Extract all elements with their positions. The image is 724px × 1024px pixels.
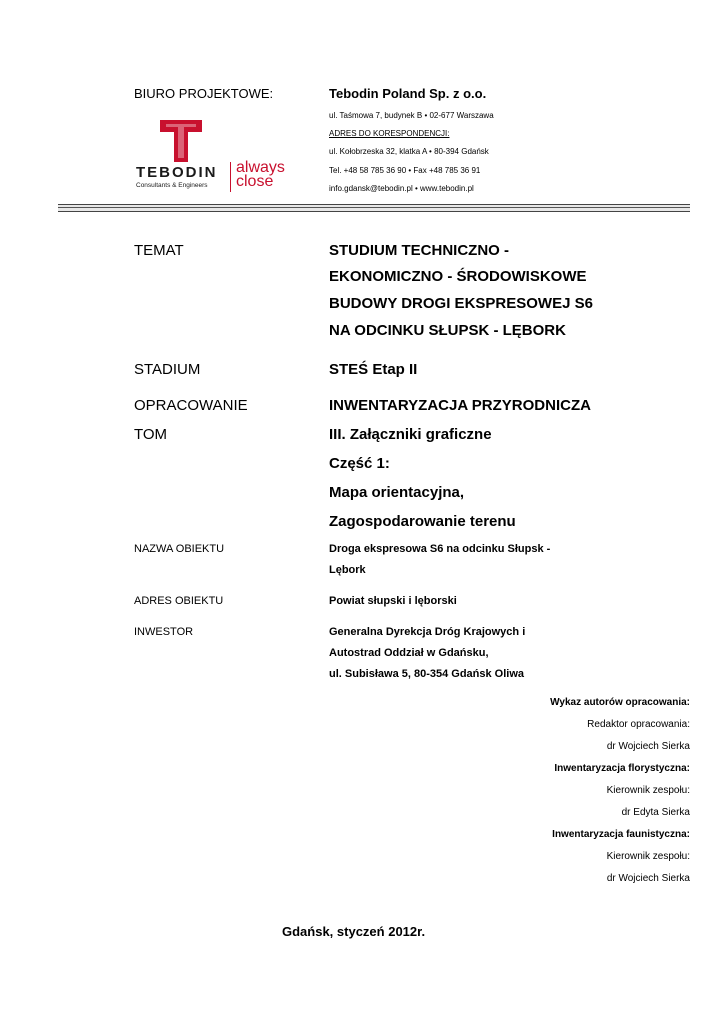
fauna-role: Kierownik zespołu:	[606, 851, 690, 862]
tebodin-t-icon	[158, 118, 204, 164]
adres-value: Powiat słupski i lęborski	[329, 595, 457, 607]
tom-line-3: Mapa orientacyjna,	[329, 484, 465, 501]
logo-slogan-2: close	[236, 173, 274, 190]
fauna-heading: Inwentaryzacja faunistyczna:	[552, 829, 690, 840]
logo-brand: TEBODIN	[136, 164, 218, 181]
nazwa-line-2: Lębork	[329, 564, 366, 576]
editor-name: dr Wojciech Sierka	[606, 741, 690, 752]
office-label: BIURO PROJEKTOWE:	[134, 86, 274, 101]
tom-label: TOM	[134, 426, 168, 443]
temat-line-1: STUDIUM TECHNICZNO -	[329, 242, 509, 259]
flora-role: Kierownik zespołu:	[606, 785, 690, 796]
place-date: Gdańsk, styczeń 2012r.	[282, 924, 426, 939]
authors-heading: Wykaz autorów opracowania:	[550, 697, 690, 708]
correspondence-label: ADRES DO KORESPONDENCJI:	[329, 129, 450, 138]
stadium-value: STEŚ Etap II	[329, 361, 418, 378]
opracowanie-value: INWENTARYZACJA PRZYRODNICZA	[329, 397, 591, 414]
logo-slogan-1: always	[236, 159, 285, 176]
header-divider	[58, 204, 690, 212]
logo-divider	[230, 162, 231, 192]
flora-heading: Inwentaryzacja florystyczna:	[554, 763, 690, 774]
logo-tagline: Consultants & Engineers	[136, 182, 208, 189]
temat-line-2: EKONOMICZNO - ŚRODOWISKOWE	[329, 268, 587, 285]
company-address: ul. Taśmowa 7, budynek B • 02-677 Warszawa	[329, 111, 494, 120]
editor-role: Redaktor opracowania:	[587, 719, 690, 730]
inwestor-line-3: ul. Subisława 5, 80-354 Gdańsk Oliwa	[329, 668, 525, 680]
email-web: info.gdansk@tebodin.pl • www.tebodin.pl	[329, 184, 474, 193]
fauna-name: dr Wojciech Sierka	[606, 873, 690, 884]
tom-line-4: Zagospodarowanie terenu	[329, 513, 516, 530]
inwestor-label: INWESTOR	[134, 626, 194, 638]
nazwa-line-1: Droga ekspresowa S6 na odcinku Słupsk -	[329, 543, 551, 555]
phone-fax: Tel. +48 58 785 36 90 • Fax +48 785 36 91	[329, 166, 481, 175]
tom-line-2: Część 1:	[329, 455, 390, 472]
tom-line-1: III. Załączniki graficzne	[329, 426, 492, 443]
adres-label: ADRES OBIEKTU	[134, 595, 224, 607]
stadium-label: STADIUM	[134, 361, 201, 378]
nazwa-label: NAZWA OBIEKTU	[134, 543, 225, 555]
inwestor-line-1: Generalna Dyrekcja Dróg Krajowych i	[329, 626, 526, 638]
flora-name: dr Edyta Sierka	[621, 807, 690, 818]
temat-label: TEMAT	[134, 242, 184, 259]
inwestor-line-2: Autostrad Oddział w Gdańsku,	[329, 647, 489, 659]
correspondence-address: ul. Kołobrzeska 32, klatka A • 80-394 Gdańsk	[329, 147, 489, 156]
temat-line-4: NA ODCINKU SŁUPSK - LĘBORK	[329, 322, 566, 339]
company-name: Tebodin Poland Sp. z o.o.	[329, 86, 487, 101]
opracowanie-label: OPRACOWANIE	[134, 397, 248, 414]
temat-line-3: BUDOWY DROGI EKSPRESOWEJ S6	[329, 295, 593, 312]
